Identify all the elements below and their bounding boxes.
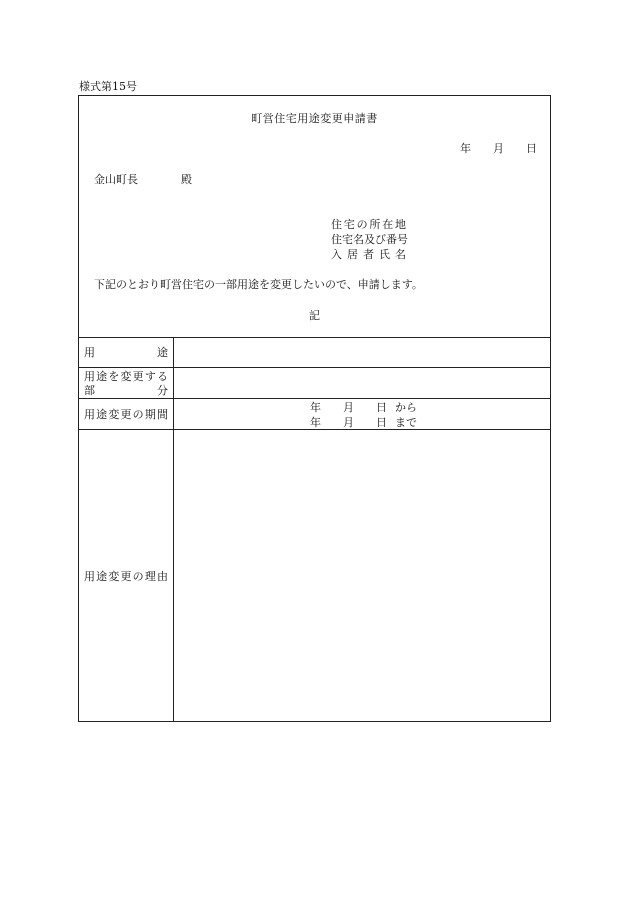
row-divider-part	[78, 398, 551, 399]
form-number: 様式第15号	[79, 80, 137, 93]
row-label-changed-part-line2: 部分	[84, 384, 168, 397]
row-label-usage: 用途	[84, 346, 168, 359]
date-day-label: 日	[526, 142, 537, 155]
label-resident-name: 入居者氏名	[331, 248, 406, 261]
addressee: 金山町長	[94, 173, 138, 186]
period-from-day: 日	[376, 401, 387, 414]
reason-field[interactable]	[174, 430, 550, 721]
period-from-suffix: から	[395, 401, 417, 414]
period-from-year: 年	[310, 401, 321, 414]
date-year-label: 年	[460, 142, 471, 155]
period-to-year: 年	[310, 416, 321, 429]
period-from-month: 月	[343, 401, 354, 414]
usage-field[interactable]	[174, 338, 550, 367]
row-label-changed-part-line1: 用途を変更する	[84, 370, 168, 383]
period-to-day: 日	[376, 416, 387, 429]
row-label-reason: 用途変更の理由	[84, 570, 168, 583]
ki-marker: 記	[309, 309, 320, 322]
label-housing-name-number: 住宅名及び番号	[331, 233, 408, 246]
request-sentence: 下記のとおり町営住宅の一部用途を変更したいので、申請します。	[94, 278, 423, 291]
row-label-period: 用途変更の期間	[84, 408, 168, 421]
honorific: 殿	[181, 173, 192, 186]
label-housing-location: 住宅の所在地	[331, 218, 406, 231]
date-month-label: 月	[493, 142, 504, 155]
period-to-month: 月	[343, 416, 354, 429]
form-title: 町営住宅用途変更申請書	[251, 112, 378, 125]
changed-part-field[interactable]	[174, 368, 550, 398]
period-to-suffix: まで	[395, 416, 417, 429]
